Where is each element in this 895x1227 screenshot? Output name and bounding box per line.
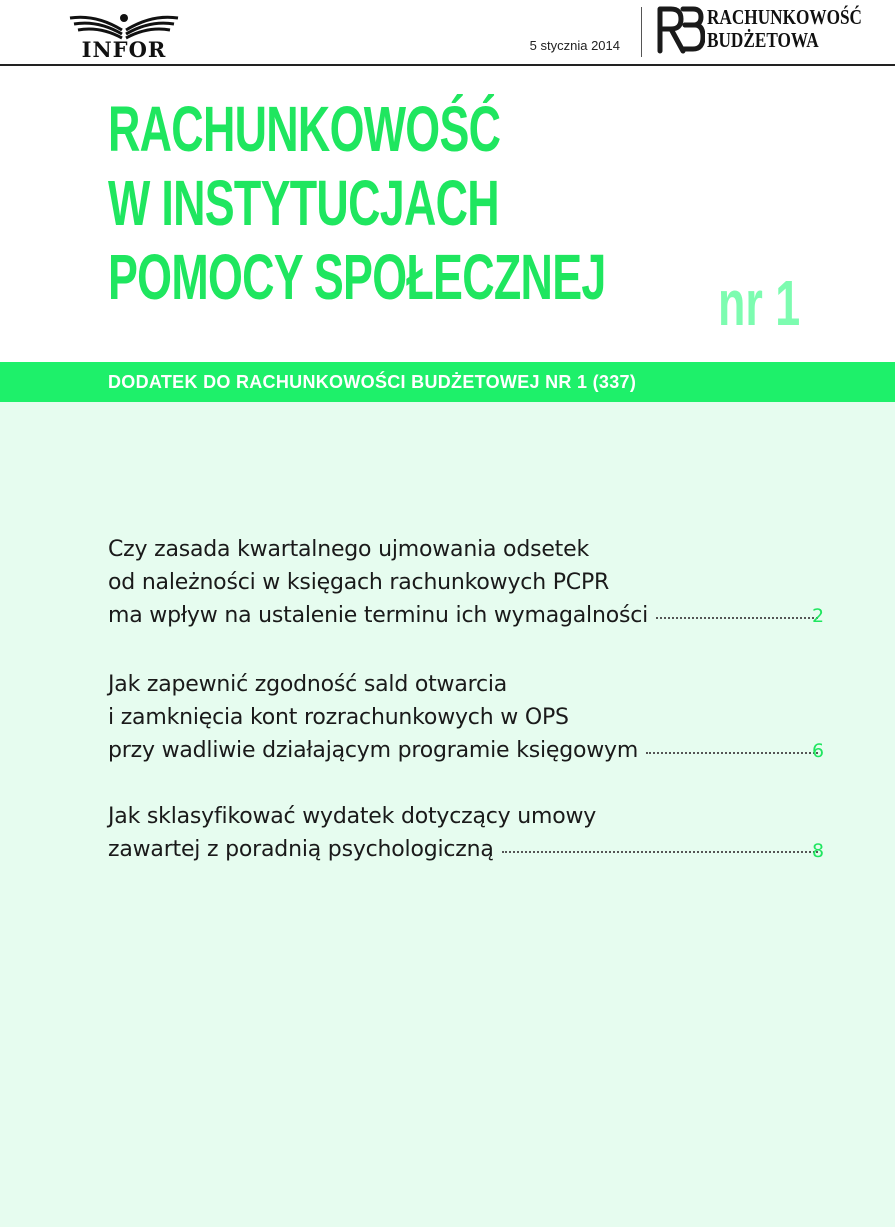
supplement-band bbox=[0, 362, 895, 402]
toc-item-line-text: zawartej z poradnią psychologiczną bbox=[108, 837, 494, 862]
magazine-name-line1: RACHUNKOWOŚĆ bbox=[707, 5, 862, 29]
header-divider bbox=[641, 7, 642, 57]
toc-item[interactable] bbox=[108, 668, 828, 767]
title-line-1: RACHUNKOWOŚĆ bbox=[108, 93, 501, 165]
infor-logo-text: INFOR bbox=[81, 37, 167, 62]
title-line-2: W INSTYTUCJACH bbox=[108, 167, 499, 239]
toc-item-line: i zamknięcia kont rozrachunkowych w OPS bbox=[108, 705, 569, 730]
toc-item[interactable] bbox=[108, 800, 828, 866]
toc-item-line bbox=[108, 734, 828, 767]
dot-leader bbox=[656, 617, 818, 619]
magazine-name-line2: BUDŻETOWA bbox=[707, 28, 819, 52]
toc-item-line: Czy zasada kwartalnego ujmowania odsetek bbox=[108, 537, 589, 562]
toc-page-number: 8 bbox=[811, 840, 825, 862]
dot-leader bbox=[646, 752, 818, 754]
infor-logo bbox=[66, 10, 182, 60]
supplement-label: DODATEK DO RACHUNKOWOŚCI BUDŻETOWEJ NR 1 (337) bbox=[108, 372, 637, 392]
issue-number: nr 1 bbox=[718, 267, 801, 339]
toc-item-line: Jak sklasyfikować wydatek dotyczący umowy bbox=[108, 804, 597, 829]
toc-item-line bbox=[108, 599, 828, 632]
publication-title bbox=[108, 92, 626, 314]
toc-item[interactable] bbox=[108, 533, 828, 632]
toc-item-line-text: ma wpływ na ustalenie terminu ich wymagalności bbox=[108, 603, 649, 628]
toc-item-line bbox=[108, 833, 828, 866]
header-rule bbox=[0, 64, 895, 66]
toc-item-line: od należności w księgach rachunkowych PCPR bbox=[108, 570, 610, 595]
toc-item-line-text: przy wadliwie działającym programie księgowym bbox=[108, 738, 639, 763]
toc-page-number: 2 bbox=[811, 605, 825, 627]
title-line-3: POMOCY SPOŁECZNEJ bbox=[108, 241, 606, 313]
open-book-icon bbox=[66, 10, 182, 40]
magazine-name bbox=[707, 5, 862, 52]
issue-date: 5 stycznia 2014 bbox=[529, 38, 620, 53]
rb-monogram-icon bbox=[655, 5, 705, 55]
toc-item-line: Jak zapewnić zgodność sald otwarcia bbox=[108, 672, 508, 697]
dot-leader bbox=[502, 851, 818, 853]
toc-page-number: 6 bbox=[811, 740, 825, 762]
